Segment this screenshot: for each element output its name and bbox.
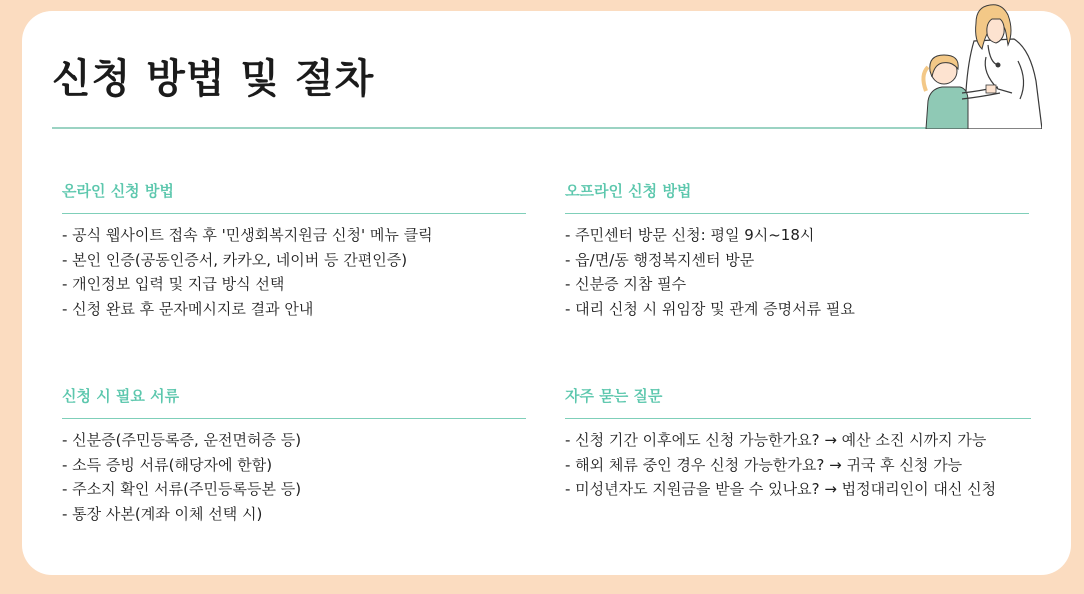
list-item: - 주민센터 방문 신청: 평일 9시~18시 xyxy=(565,226,815,244)
page-title: 신청 방법 및 절차 xyxy=(52,56,375,102)
list-item: - 소득 증빙 서류(해당자에 한함) xyxy=(62,455,273,474)
faq-section xyxy=(565,386,1031,502)
documents-list xyxy=(62,428,526,526)
section-divider xyxy=(62,418,526,419)
list-item: - 읍/면/동 행정복지센터 방문 xyxy=(565,250,755,269)
list-item: - 공식 웹사이트 접속 후 '민생회복지원금 신청' 메뉴 클릭 xyxy=(62,226,433,244)
section-heading: 신청 시 필요 서류 xyxy=(62,387,180,405)
list-item: - 대리 신청 시 위임장 및 관계 증명서류 필요 xyxy=(565,299,855,318)
online-application-section xyxy=(62,181,526,321)
section-divider xyxy=(565,213,1029,214)
list-item: - 신분증(주민등록증, 운전면허증 등) xyxy=(62,431,302,449)
offline-application-section xyxy=(565,181,1029,321)
section-divider xyxy=(565,418,1031,419)
section-heading: 오프라인 신청 방법 xyxy=(565,182,692,200)
section-heading: 자주 묻는 질문 xyxy=(565,387,663,405)
content-card xyxy=(22,11,1071,575)
title-divider xyxy=(52,127,1035,129)
list-item: - 신분증 지참 필수 xyxy=(565,275,687,293)
list-item: - 주소지 확인 서류(주민등록등본 등) xyxy=(62,480,302,498)
section-divider xyxy=(62,213,526,214)
list-item: - 개인정보 입력 및 지급 방식 선택 xyxy=(62,275,285,293)
list-item: - 해외 체류 중인 경우 신청 가능한가요? → 귀국 후 신청 가능 xyxy=(565,455,963,474)
offline-steps-list xyxy=(565,223,1029,321)
list-item: - 미성년자도 지원금을 받을 수 있나요? → 법정대리인이 대신 신청 xyxy=(565,480,997,498)
online-steps-list xyxy=(62,223,526,321)
list-item: - 본인 인증(공동인증서, 카카오, 네이버 등 간편인증) xyxy=(62,250,408,269)
list-item: - 신청 기간 이후에도 신청 가능한가요? → 예산 소진 시까지 가능 xyxy=(565,431,987,449)
faq-list xyxy=(565,428,1031,502)
doctor-child-illustration-icon xyxy=(902,1,1042,129)
list-item: - 신청 완료 후 문자메시지로 결과 안내 xyxy=(62,299,314,318)
required-documents-section xyxy=(62,386,526,526)
section-heading: 온라인 신청 방법 xyxy=(62,182,174,200)
list-item: - 통장 사본(계좌 이체 선택 시) xyxy=(62,504,263,523)
